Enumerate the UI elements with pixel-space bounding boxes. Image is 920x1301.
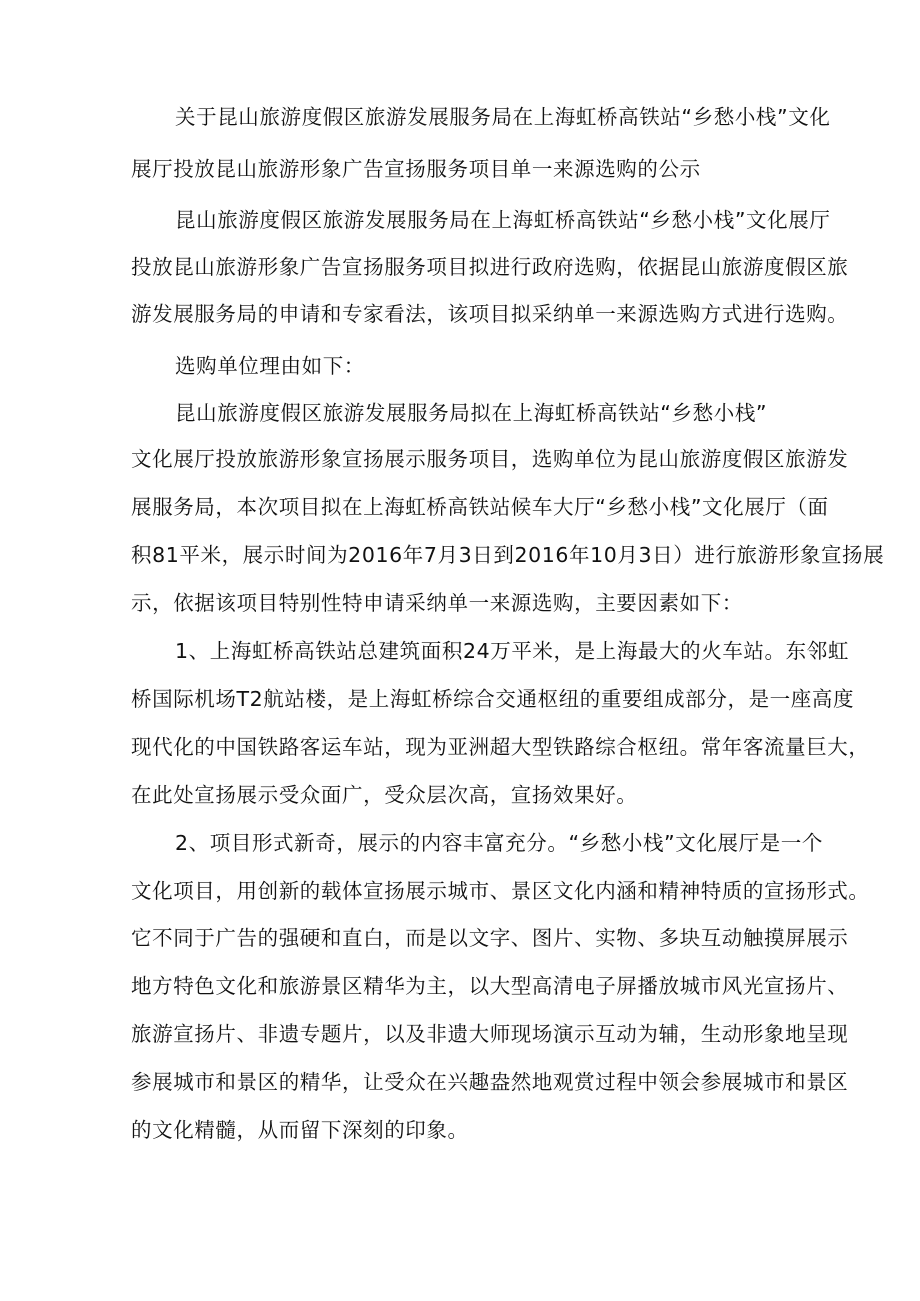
paragraph-5-line-6: 参展城市和景区的精华，让受众在兴趣盎然地观赏过程中领会参展城市和景区: [131, 1070, 849, 1094]
paragraph-3-line-1: 昆山旅游度假区旅游发展服务局拟在上海虹桥高铁站“乡愁小栈”: [175, 401, 768, 425]
paragraph-5-line-2: 文化项目，用创新的载体宣扬展示城市、景区文化内涵和精神特质的宣扬形式。: [131, 879, 870, 903]
paragraph-4-line-1: 1、上海虹桥高铁站总建筑面积24万平米，是上海最大的火车站。东邻虹: [175, 639, 849, 663]
paragraph-1-line-3: 游发展服务局的申请和专家看法，该项目拟采纳单一来源选购方式进行选购。: [131, 302, 849, 326]
paragraph-5-line-4: 地方特色文化和旅游景区精华为主，以大型高清电子屏播放城市风光宣扬片、: [131, 974, 849, 998]
paragraph-4-line-4: 在此处宣扬展示受众面广，受众层次高，宣扬效果好。: [131, 783, 638, 807]
paragraph-3-line-2: 文化展厅投放旅游形象宣扬展示服务项目，选购单位为昆山旅游度假区旅游发: [131, 447, 849, 471]
paragraph-5-line-3: 它不同于广告的强硬和直白，而是以文字、图片、实物、多块互动触摸屏展示: [131, 926, 849, 950]
paragraph-3-line-3: 展服务局，本次项目拟在上海虹桥高铁站候车大厅“乡愁小栈”文化展厅（面: [131, 495, 829, 519]
paragraph-4-line-3: 现代化的中国铁路客运车站，现为亚洲超大型铁路综合枢纽。常年客流量巨大，: [131, 735, 870, 759]
paragraph-3-line-4: 积81平米，展示时间为2016年7月3日到2016年10月3日）进行旅游形象宣扬展: [131, 543, 885, 567]
paragraph-1-line-1: 昆山旅游度假区旅游发展服务局在上海虹桥高铁站“乡愁小栈”文化展厅: [175, 208, 831, 232]
document-title-line-2: 展厅投放昆山旅游形象广告宣扬服务项目单一来源选购的公示: [131, 157, 701, 181]
paragraph-5-line-7: 的文化精髓，从而留下深刻的印象。: [131, 1118, 469, 1142]
document-title-line-1: 关于昆山旅游度假区旅游发展服务局在上海虹桥高铁站“乡愁小栈”文化: [175, 105, 831, 129]
paragraph-2-line-1: 选购单位理由如下：: [175, 354, 365, 378]
paragraph-4-line-2: 桥国际机场T2航站楼，是上海虹桥综合交通枢纽的重要组成部分，是一座高度: [131, 687, 855, 711]
paragraph-3-line-5: 示，依据该项目特别性特申请采纳单一来源选购，主要因素如下：: [131, 591, 743, 615]
paragraph-1-line-2: 投放昆山旅游形象广告宣扬服务项目拟进行政府选购，依据昆山旅游度假区旅: [131, 255, 849, 279]
paragraph-5-line-5: 旅游宣扬片、非遗专题片，以及非遗大师现场演示互动为辅，生动形象地呈现: [131, 1022, 849, 1046]
paragraph-5-line-1: 2、项目形式新奇，展示的内容丰富充分。“乡愁小栈”文化展厅是一个: [175, 831, 823, 855]
